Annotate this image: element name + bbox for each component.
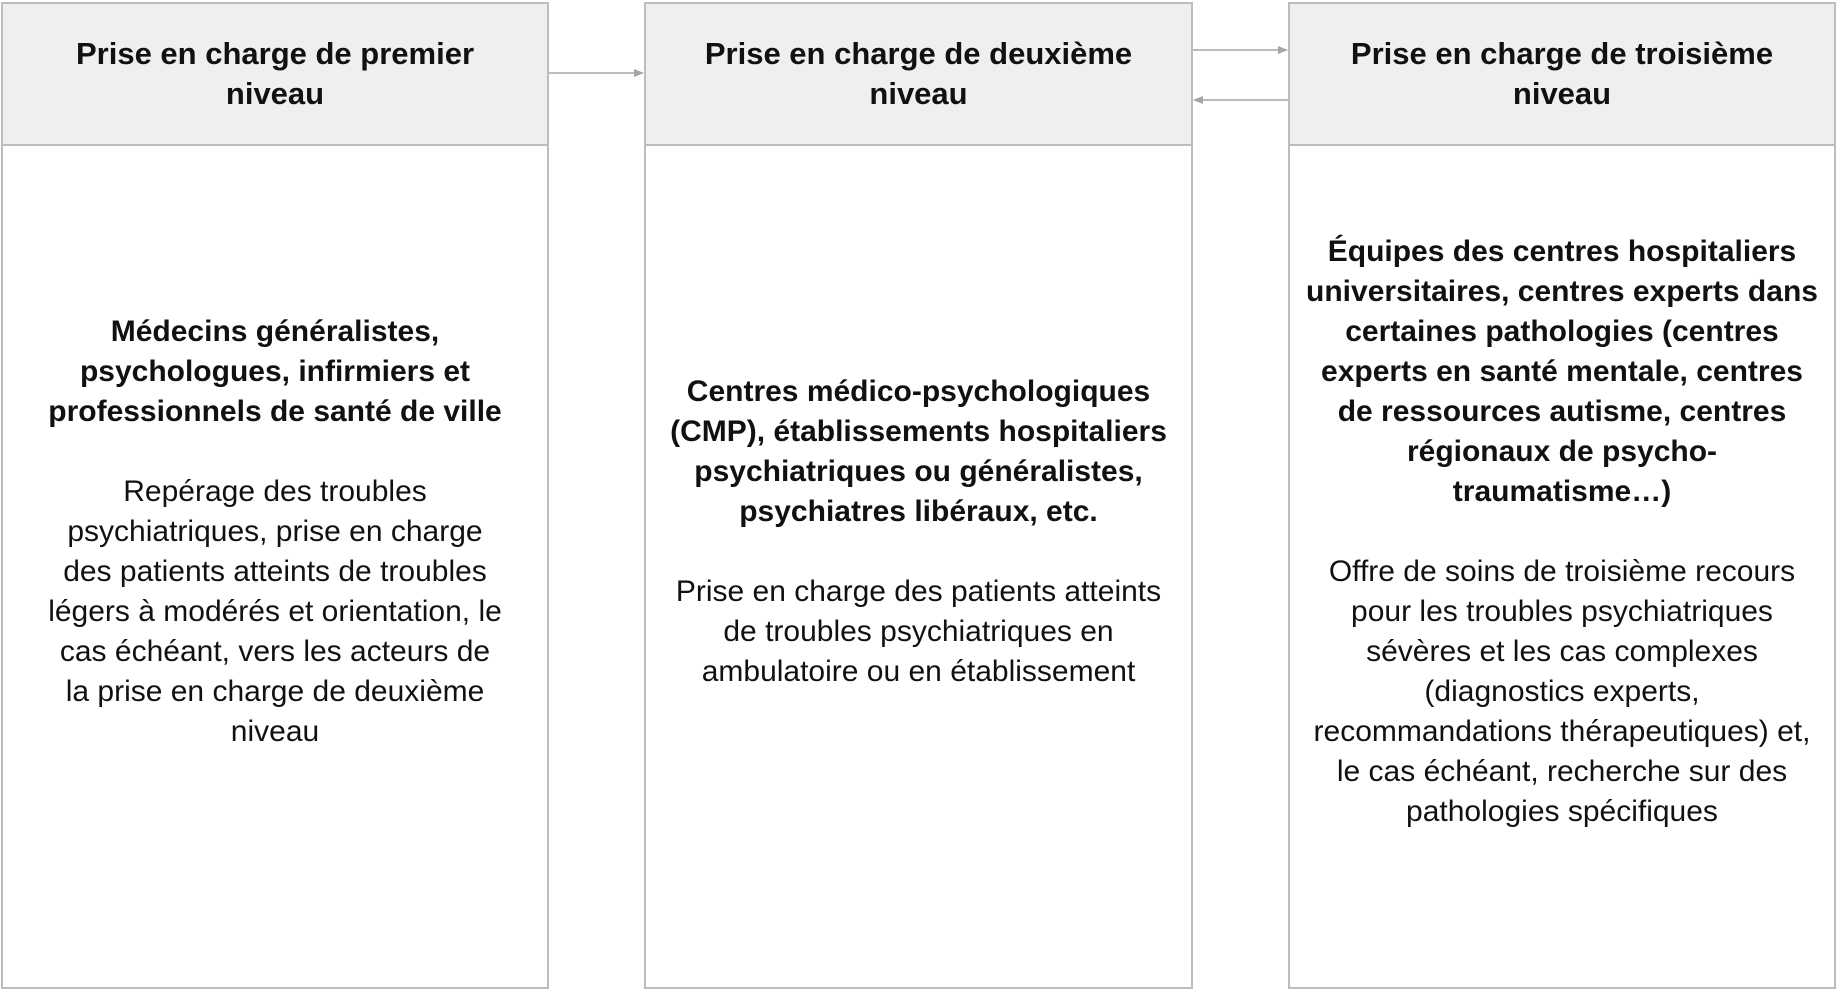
level-2-title: Prise en charge de deuxième niveau bbox=[646, 4, 1191, 146]
level-3-description: Offre de soins de troisième recours pour les troubles psychiatriques sévères et les cas complexes (diagnostics experts, recommandations thérapeutiques) et, le cas échéant, recherche sur des pathologies spécifiques bbox=[1313, 554, 1811, 828]
level-2-actors: Centres médico-psychologiques (CMP), établissements hospitaliers psychiatriques ou généralistes, psychiatres libéraux, etc. bbox=[670, 374, 1167, 528]
level-1-description: Repérage des troubles psychiatriques, prise en charge des patients atteints de troubles légers à modérés et orientation, le cas échéant, vers les acteurs de la prise en charge de deuxième niveau bbox=[48, 474, 502, 748]
level-3-title: Prise en charge de troisième niveau bbox=[1290, 4, 1834, 146]
level-2-box bbox=[644, 2, 1193, 989]
level-2-description: Prise en charge des patients atteints de troubles psychiatriques en ambulatoire ou en établissement bbox=[675, 574, 1162, 688]
level-2-body bbox=[646, 146, 1191, 987]
level-1-body bbox=[3, 146, 547, 987]
level-3-actors: Équipes des centres hospitaliers universitaires, centres experts dans certaines pathologies (centres experts en santé mentale, centres de ressources autisme, centres régionaux de psycho-traumatisme…) bbox=[1306, 234, 1818, 508]
level-1-box bbox=[1, 2, 549, 989]
level-3-body bbox=[1290, 146, 1834, 987]
level-1-actors: Médecins généralistes, psychologues, infirmiers et professionnels de santé de ville bbox=[48, 314, 502, 428]
level-3-box bbox=[1288, 2, 1836, 989]
level-1-title: Prise en charge de premier niveau bbox=[3, 4, 547, 146]
